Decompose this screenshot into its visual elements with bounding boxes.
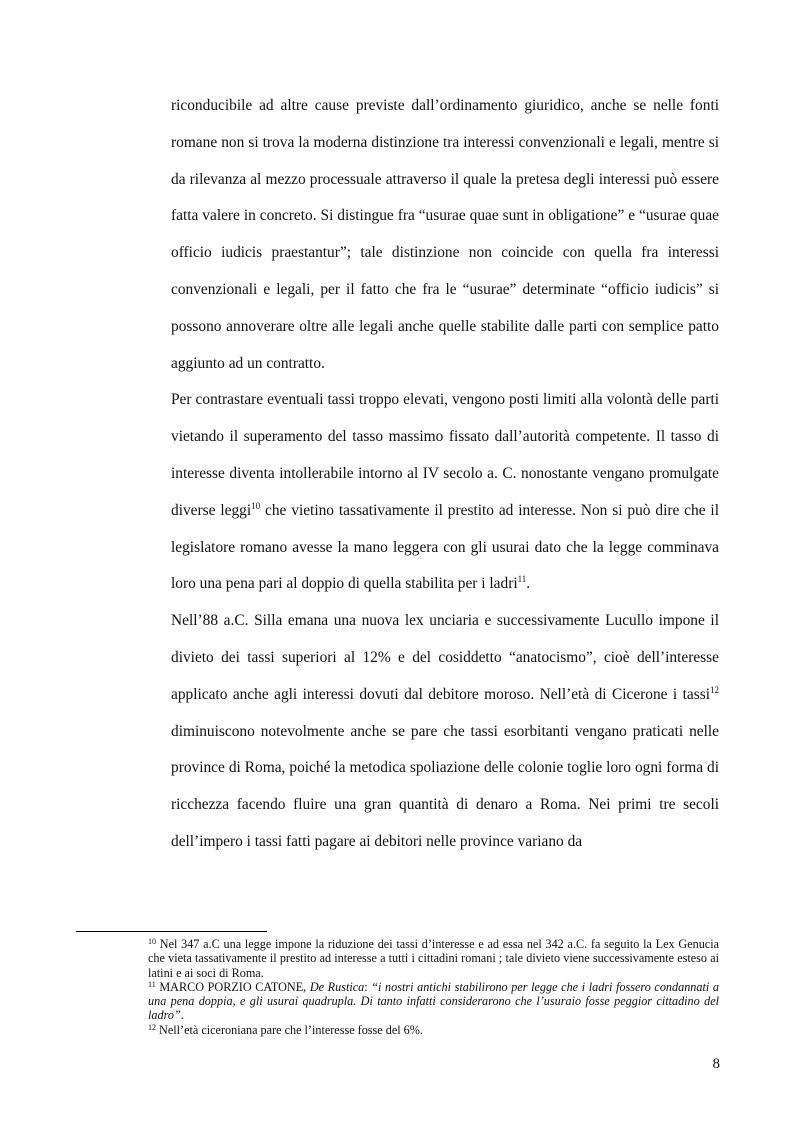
footnote-separator [76,931,267,932]
paragraph-2 [171,382,719,603]
paragraph-3 [171,603,719,861]
footnote-11-quote: “i nostri antichi stabilirono per legge che i ladri fossero condannati a una pena doppia, e gli usurai quadrupla. Di tanto infatti considerarono che l’usuraio fosse peggior cittadino del ladro” [148,979,719,1023]
footnote-10 [148,937,719,980]
footnote-11-number: 11 [148,979,156,989]
footnote-11 [148,980,719,1023]
footnote-11-separator: : [364,979,372,994]
paragraph-1: riconducibile ad altre cause previste dall’ordinamento giuridico, anche se nelle fonti romane non si trova la moderna distinzione tra interessi convenzionali e legali, mentre si da rilevanza al mezzo processuale attraverso il quale la pretesa degli interessi può essere fatta valere in concreto. Si distingue fra “usurae quae sunt in obligatione” e “usurae quae officio iudicis praestantur”; tale distinzione non coincide con quella fra interessi convenzionali e legali, per il fatto che fra le “usurae” determinate “officio iudicis” si possono annoverare oltre alle legali anche quelle stabilite dalle parti con semplice patto aggiunto ad un contratto. [171,97,719,372]
footnote-ref-10[interactable]: 10 [251,500,261,511]
footnote-11-title: De Rustica [309,979,365,994]
footnote-12-number: 12 [148,1022,156,1032]
footnote-10-text: Nel 347 a.C una legge impone la riduzione dei tassi d’interesse e ad essa nel 342 a.C. fa seguito la Lex Genucia che vieta tassativamente il prestito ad interesse a tutti i cittadini romani ; tale divieto viene successivamente esteso ai latini e ai soci di Roma. [148,937,719,980]
paragraph-3-text-a: Nell’88 a.C. Silla emana una nuova lex unciaria e successivamente Lucullo impone il divieto dei tassi superiori al 12% e del cosiddetto “anatocismo”, cioè dell’interesse applicato anche agli interessi dovuti dal debitore moroso. Nell’età di Cicerone i tassi [171,612,719,703]
footnote-11-end: . [180,1008,184,1023]
body-text [171,88,719,861]
paragraph-2-text-c: . [526,575,531,593]
paragraph-2-text-a: Per contrastare eventuali tassi troppo elevati, vengono posti limiti alla volontà delle parti vietando il superamento del tasso massimo fissato dall’autorità competente. Il tasso di interesse diventa intollerabile intorno al IV secolo a. C. nonostante vengano promulgate diverse leggi [171,391,719,519]
footnote-12 [148,1023,719,1037]
footnote-ref-11[interactable]: 11 [517,574,527,585]
footnote-10-number: 10 [148,937,156,946]
page-number: 8 [712,1056,720,1072]
paragraph-2-text-b: che vietino tassativamente il prestito ad interesse. Non si può dire che il legislatore romano avesse la mano leggera con gli usurai dato che la legge comminava loro una pena pari al doppio di quella stabilita per i ladri [171,501,719,593]
footnote-12-text: Nell’età ciceroniana pare che l’interesse fosse del 6%. [156,1022,423,1037]
paragraph-3-text-b: diminuiscono notevolmente anche se pare che tassi esorbitanti vengano praticati nelle province di Roma, poiché la metodica spoliazione delle colonie toglie loro ogni forma di ricchezza facendo fluire una gran quantità di denaro a Roma. Nei primi tre secoli dell’impero i tassi fatti pagare ai debitori nelle province variano da [171,722,719,850]
footnote-ref-12[interactable]: 12 [710,684,719,695]
footnotes [148,937,719,1037]
footnote-11-author: MARCO PORZIO CATONE, [155,979,310,994]
